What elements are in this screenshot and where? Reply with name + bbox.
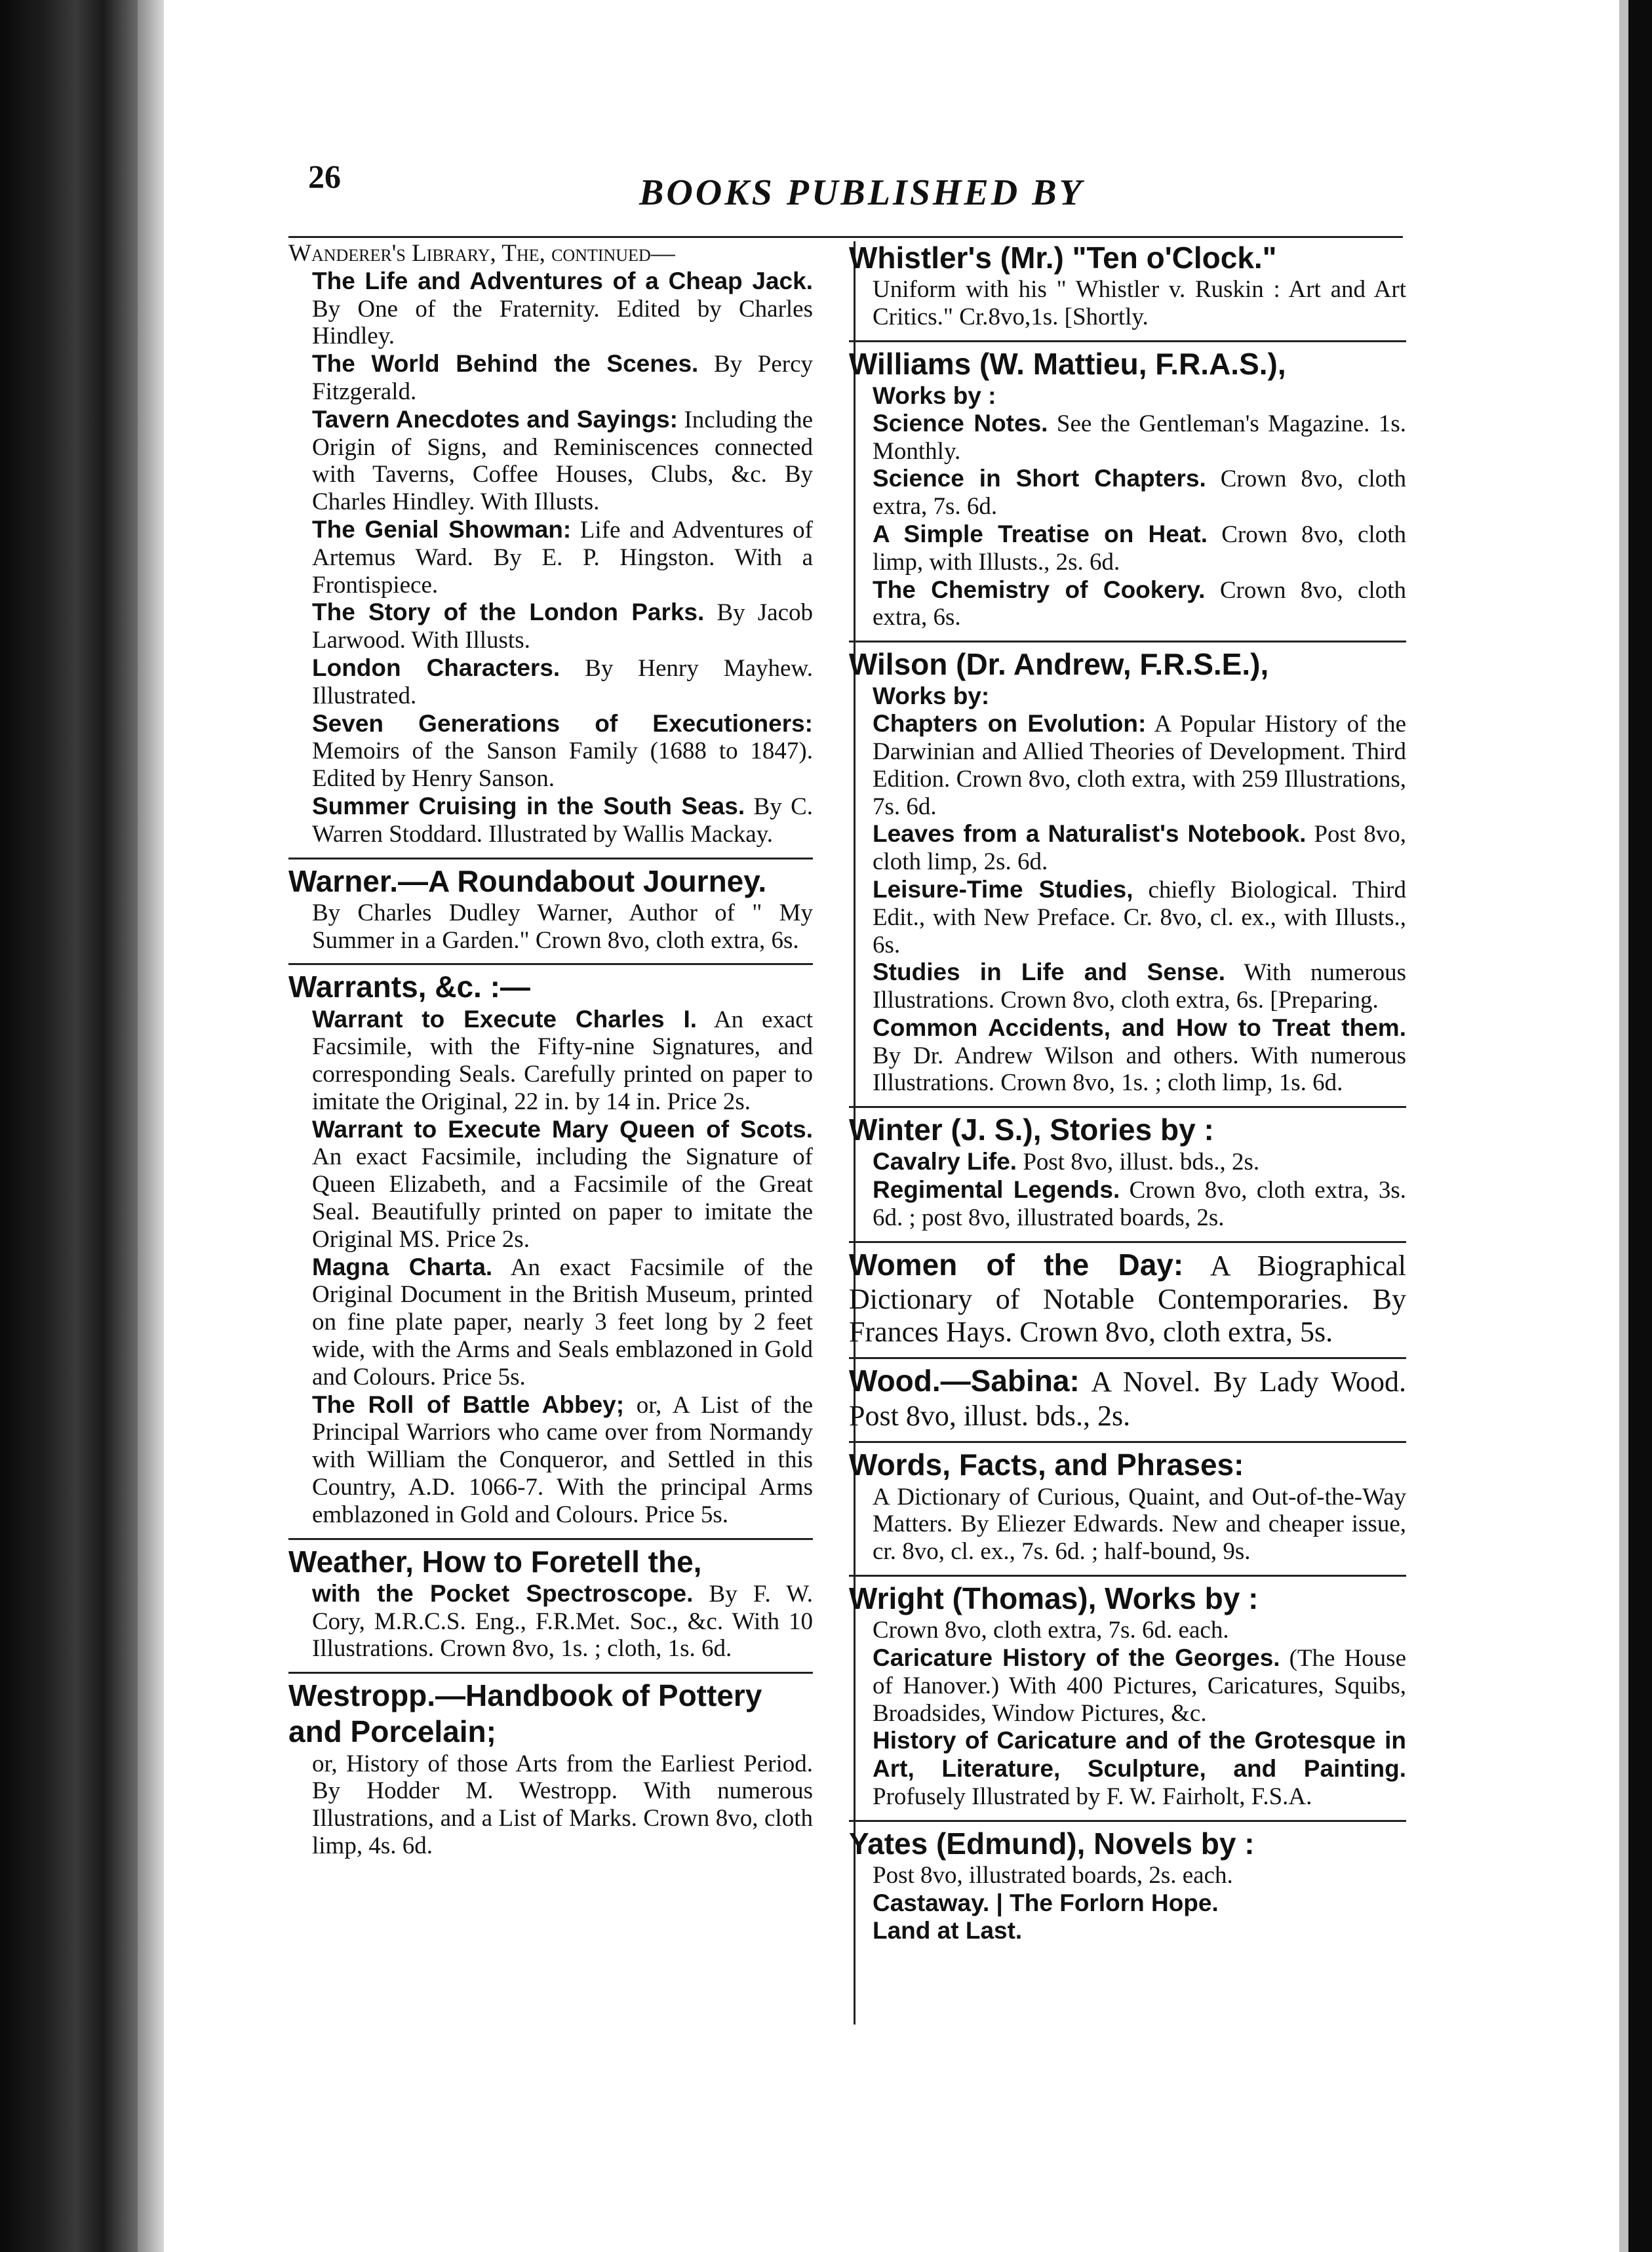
list-item: Science in Short Chapters. Crown 8vo, cloth extra, 7s. 6d. (873, 465, 1406, 521)
entry-subheading: Crown 8vo, cloth extra, 7s. 6d. each. (873, 1617, 1229, 1644)
entry-wright (849, 1575, 1406, 1820)
entry-wanderers-library (288, 236, 813, 858)
list-item: Studies in Life and Sense. With numerous Illustrations. Crown 8vo, cloth extra, 6s. [Preparing. (873, 958, 1406, 1014)
scan-border-right (1628, 0, 1652, 2252)
left-column (288, 236, 813, 1869)
entry-text: By Charles Dudley Warner, Author of " My Summer in a Garden." Crown 8vo, cloth extra, 6s. (312, 899, 813, 954)
entry-heading: Wanderer's Library, The, continued— (288, 240, 675, 267)
entry-winter (849, 1106, 1406, 1241)
entry-text: A Dictionary of Curious, Quaint, and Out-of-the-Way Matters. By Eliezer Edwards. New and cheaper issue, cr. 8vo, cl. ex., 7s. 6d. ; half-bound, 9s. (873, 1483, 1406, 1566)
list-item: History of Caricature and of the Grotesque in Art, Literature, Sculpture, and Painting. Profusely Illustrated by F. W. Fairholt, F.S.A. (873, 1727, 1406, 1810)
list-item: Common Accidents, and How to Treat them. By Dr. Andrew Wilson and others. With numerous Illustrations. Crown 8vo, 1s. ; cloth limp, 1s. 6d. (873, 1014, 1406, 1097)
entry-text: Wood.—Sabina: A Novel. By Lady Wood. Post 8vo, illust. bds., 2s. (849, 1364, 1406, 1432)
entry-subheading: Post 8vo, illustrated boards, 2s. each. (873, 1861, 1233, 1889)
list-item: Seven Generations of Executioners: Memoirs of the Sanson Family (1688 to 1847). Edited by Henry Sanson. (312, 709, 813, 793)
list-item: Leisure-Time Studies, chiefly Biological. Third Edit., with New Preface. Cr. 8vo, cl. ex., with Illusts., 6s. (873, 875, 1407, 958)
page-number: 26 (308, 158, 341, 195)
entry-whistler (849, 236, 1406, 340)
entry-subheading: Works by : (873, 382, 996, 409)
entry-heading: Westropp.—Handbook of Pottery and Porcelain; (288, 1678, 762, 1749)
entry-text: Women of the Day: A Biographical Dictionary of Notable Contemporaries. By Frances Hays. Crown 8vo, cloth extra, 5s. (849, 1247, 1407, 1348)
book-spine-shadow (0, 0, 138, 2252)
entry-heading: Words, Facts, and Phrases: (849, 1448, 1244, 1482)
list-item: Warrant to Execute Mary Queen of Scots. An exact Facsimile, including the Signature of Queen Elizabeth, and a Facsimile of the Great Seal. Beautifully printed on paper to imitate the Original MS. Price 2s. (312, 1115, 813, 1253)
entry-heading: Winter (J. S.), Stories by : (849, 1113, 1214, 1147)
list-item: Caricature History of the Georges. (The House of Hanover.) With 400 Pictures, Caricatures, Squibs, Broadsides, Window Pictures, &c. (873, 1644, 1406, 1727)
entry-warner (288, 858, 813, 964)
list-item: Leaves from a Naturalist's Notebook. Post 8vo, cloth limp, 2s. 6d. (873, 820, 1407, 876)
entry-westropp (288, 1672, 813, 1869)
entry-yates (849, 1820, 1406, 1954)
entry-heading: Weather, How to Foretell the, (288, 1544, 702, 1579)
list-item: Land at Last. (873, 1916, 1023, 1944)
list-item: Warrant to Execute Charles I. An exact Facsimile, with the Fifty-nine Signatures, and corresponding Seals. Carefully printed on paper to imitate the Original, 22 in. by 14 in. Price 2s. (312, 1005, 813, 1115)
list-item: Magna Charta. An exact Facsimile of the Original Document in the British Museum, printed on fine plate paper, nearly 3 feet long by 2 feet wide, with the Arms and Seals emblazoned in Gold and Colours. Price 5s. (312, 1253, 813, 1391)
list-item: Regimental Legends. Crown 8vo, cloth extra, 3s. 6d. ; post 8vo, illustrated boards, 2s. (873, 1176, 1407, 1232)
page-edge-right (1619, 0, 1628, 2252)
entry-heading: Warrants, &c. :— (288, 970, 530, 1004)
list-item: London Characters. By Henry Mayhew. Illustrated. (312, 654, 814, 709)
page-gutter (138, 0, 164, 2252)
right-column (849, 236, 1406, 1953)
entry-weather (288, 1538, 813, 1672)
list-item: Castaway. | The Forlorn Hope. (873, 1889, 1219, 1916)
entry-heading: Wright (Thomas), Works by : (849, 1581, 1259, 1615)
list-item: The Genial Showman: Life and Adventures of Artemus Ward. By E. P. Hingston. With a Frontispiece. (312, 515, 814, 599)
list-item: Cavalry Life. Post 8vo, illust. bds., 2s. (873, 1148, 1260, 1176)
list-item: Tavern Anecdotes and Sayings: Including the Origin of Signs, and Reminiscences connected with Taverns, Coffee Houses, Clubs, &c. By Charles Hindley. With Illusts. (312, 405, 813, 516)
entry-heading: Wilson (Dr. Andrew, F.R.S.E.), (849, 647, 1269, 682)
entry-text: or, History of those Arts from the Earliest Period. By Hodder M. Westropp. With numerous Illustrations, and a List of Marks. Crown 8vo, cloth limp, 4s. 6d. (312, 1750, 813, 1859)
entry-text: with the Pocket Spectroscope. By F. W. Cory, M.R.C.S. Eng., F.R.Met. Soc., &c. With 10 Illustrations. Crown 8vo, 1s. ; cloth, 1s. 6d. (312, 1579, 813, 1663)
entry-words-facts-phrases (849, 1441, 1406, 1575)
entry-wood (849, 1357, 1406, 1441)
list-item: Science Notes. See the Gentleman's Magazine. 1s. Monthly. (873, 409, 1406, 465)
entry-williams (849, 340, 1406, 641)
list-item: Chapters on Evolution: A Popular History of the Darwinian and Allied Theories of Development. Third Edition. Crown 8vo, cloth extra, with 259 Illustrations, 7s. 6d. (873, 710, 1406, 820)
list-item: The World Behind the Scenes. By Percy Fitzgerald. (312, 350, 813, 405)
entry-heading: Yates (Edmund), Novels by : (849, 1826, 1255, 1861)
list-item: The Roll of Battle Abbey; or, A List of the Principal Warriors who came over from Normandy with William the Conqueror, and Settled in this Country, A.D. 1066-7. With the principal Arms emblazoned in Gold and Colours. Price 5s. (312, 1391, 814, 1528)
entry-warrants (288, 963, 813, 1537)
entry-subheading: Works by: (873, 682, 990, 710)
running-head: BOOKS PUBLISHED BY (639, 172, 1084, 213)
entry-wilson (849, 641, 1406, 1106)
entry-heading: Warner.—A Roundabout Journey. (288, 863, 767, 898)
list-item: Summer Cruising in the South Seas. By C. Warren Stoddard. Illustrated by Wallis Mackay. (312, 792, 814, 848)
list-item: The Life and Adventures of a Cheap Jack. By One of the Fraternity. Edited by Charles Hindley. (312, 267, 813, 350)
entry-women-of-the-day (849, 1241, 1406, 1358)
list-item: The Story of the London Parks. By Jacob Larwood. With Illusts. (312, 599, 813, 654)
list-item: A Simple Treatise on Heat. Crown 8vo, cloth limp, with Illusts., 2s. 6d. (873, 520, 1406, 576)
list-item: The Chemistry of Cookery. Crown 8vo, cloth extra, 6s. (873, 576, 1406, 631)
entry-heading: Williams (W. Mattieu, F.R.A.S.), (849, 346, 1286, 381)
entry-heading: Whistler's (Mr.) "Ten o'Clock." (849, 241, 1277, 275)
entry-text: Uniform with his " Whistler v. Ruskin : Art and Art Critics." Cr.8vo,1s. [Shortly. (873, 276, 1406, 330)
